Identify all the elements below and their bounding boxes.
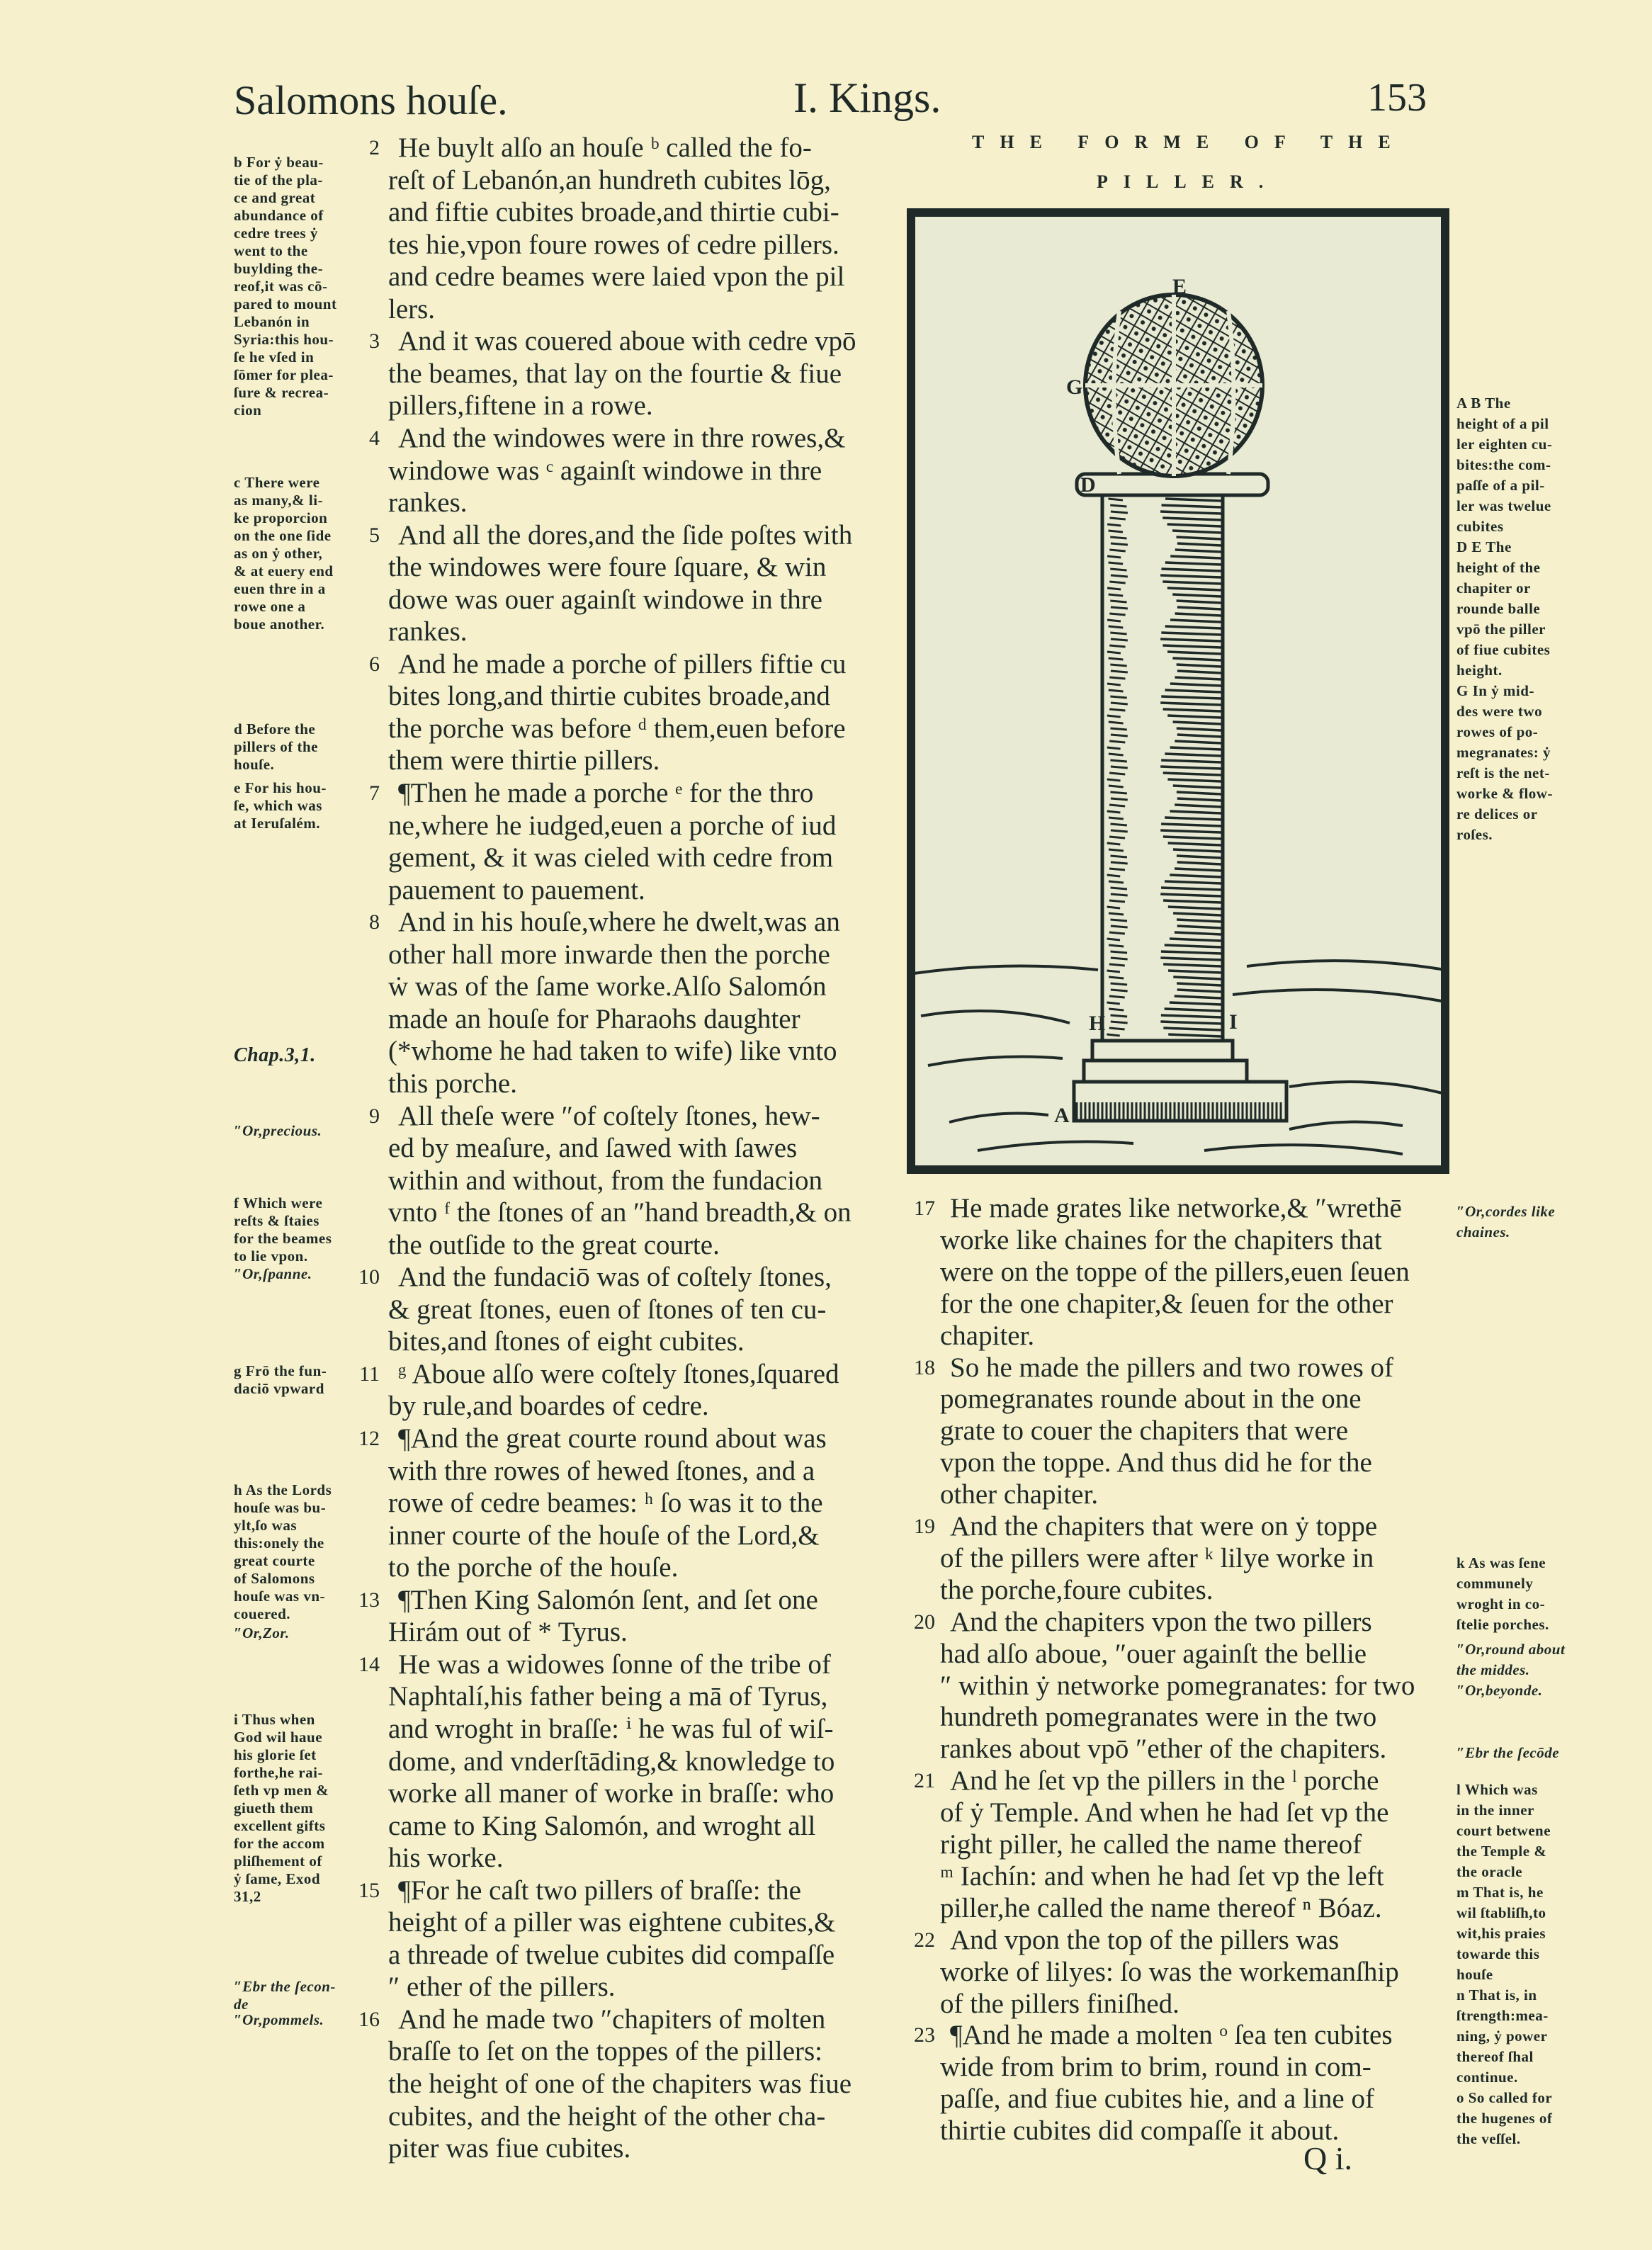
- text-line: dowe was ouer againſt windowe in thre: [388, 584, 822, 615]
- margin-note-line: paſſe of a pil-: [1456, 477, 1545, 494]
- margin-note-line: k As was ſene: [1456, 1554, 1546, 1571]
- text-line: ẇ was of the ſame worke.Alſo Salomón: [388, 971, 827, 1002]
- text-line: by rule,and boardes of cedre.: [388, 1391, 709, 1422]
- margin-note-line: houſe was bu-: [234, 1499, 327, 1516]
- text-line: ¶Then King Salomón ſent, and ſet one: [398, 1584, 818, 1615]
- margin-note-line: de: [234, 1996, 249, 2013]
- margin-note-line: ″Or,precious.: [234, 1122, 322, 1139]
- text-line: of ẏ Temple. And when he had ſet vp the: [940, 1797, 1389, 1828]
- text-line: of the pillers finiſhed.: [940, 1988, 1179, 2019]
- verse-number: 10: [358, 1265, 380, 1289]
- text-line: chapiter.: [940, 1320, 1035, 1351]
- verse-number: 21: [914, 1769, 935, 1793]
- margin-note-line: ning, ẏ power: [1456, 2028, 1548, 2045]
- margin-note-line: megranates: ẏ: [1456, 744, 1551, 761]
- text-line: made an houſe for Pharaohs daughter: [388, 1003, 800, 1034]
- margin-note-line: g Frō the fun-: [234, 1362, 327, 1379]
- margin-note-line: reof,it was cō-: [234, 278, 328, 295]
- text-line: ¶And the great courte round about was: [398, 1423, 827, 1454]
- margin-note-line: e For his hou-: [234, 779, 327, 796]
- text-line: the height of one of the chapiters was fiue: [388, 2069, 852, 2099]
- margin-note-line: Chap.3,1.: [234, 1044, 316, 1066]
- margin-note-line: the middes.: [1456, 1661, 1530, 1678]
- margin-note-line: buylding the-: [234, 260, 324, 277]
- margin-note-line: c There were: [234, 474, 320, 491]
- figure-label-h: H: [1089, 1012, 1106, 1035]
- text-line: He buylt alſo an houſe ᵇ called the fo-: [398, 132, 812, 163]
- text-line: other hall more inwarde then the porche: [388, 939, 830, 970]
- verse-number: 12: [358, 1427, 380, 1450]
- text-line: ¶For he caſt two pillers of braſſe: the: [398, 1875, 801, 1906]
- margin-note-line: pliſhement of: [234, 1853, 322, 1870]
- margin-note-line: height of the: [1456, 559, 1541, 576]
- margin-note-line: towarde this: [1456, 1945, 1540, 1962]
- text-line: had alſo aboue, ″ouer againſt the bellie: [940, 1638, 1367, 1669]
- margin-note-line: ler was twelue: [1456, 497, 1551, 514]
- margin-note-line: i Thus when: [234, 1711, 315, 1728]
- margin-note-line: d Before the: [234, 720, 316, 737]
- margin-note-line: at Ieruſalém.: [234, 815, 320, 832]
- margin-note-line: ler eighten cu-: [1456, 436, 1553, 453]
- text-line: for the one chapiter,& ſeuen for the other: [940, 1288, 1393, 1319]
- margin-note-line: euen thre in a: [234, 580, 326, 597]
- margin-note-line: of fiue cubites: [1456, 641, 1551, 658]
- margin-note-line: court betwene: [1456, 1822, 1551, 1839]
- text-line: ″ ether of the pillers.: [388, 1972, 616, 2003]
- margin-note-line: worke & flow-: [1456, 785, 1553, 802]
- figure-label-g: G: [1066, 375, 1083, 399]
- verse-number: 18: [914, 1355, 935, 1379]
- margin-note-line: ″Or,Zor.: [234, 1624, 290, 1641]
- text-line: the windowes were foure ſquare, & win: [388, 552, 827, 583]
- text-line: wide from brim to brim, round in com-: [940, 2052, 1371, 2083]
- verse-number: 9: [369, 1104, 380, 1128]
- margin-note-line: the Temple &: [1456, 1843, 1547, 1860]
- margin-note-line: went to the: [234, 242, 308, 259]
- text-line: ¶And he made a molten ᵒ ſea ten cubites: [950, 2020, 1393, 2051]
- margin-note-line: G In ẏ mid-: [1456, 682, 1534, 699]
- text-line: dome, and vnderſtāding,& knowledge to: [388, 1746, 835, 1777]
- text-line: and fiftie cubites broade,and thirtie cubi-: [388, 197, 839, 228]
- text-line: other chapiter.: [940, 1479, 1099, 1510]
- margin-note-line: his glorie ſet: [234, 1746, 317, 1763]
- margin-note-line: to lie vpon.: [234, 1248, 308, 1265]
- margin-note-line: reſt is the net-: [1456, 764, 1550, 781]
- margin-note-line: abundance of: [234, 207, 324, 224]
- text-line: thirtie cubites did compaſſe it about.: [940, 2115, 1340, 2147]
- text-line: of the pillers were after ᵏ lilye worke in: [940, 1542, 1374, 1573]
- text-line: ¶Then he made a porche ᵉ for the thro: [398, 778, 814, 808]
- figure-caption-line-2: PILLER.: [1097, 171, 1279, 192]
- margin-note-line: l Which was: [1456, 1781, 1538, 1798]
- text-line: paſſe, and fiue cubites hie, and a line of: [940, 2084, 1374, 2115]
- text-line: piller,he called the name thereof ⁿ Bóaz.: [940, 1892, 1382, 1923]
- verse-number: 3: [369, 329, 380, 354]
- verse-number: 2: [369, 136, 380, 159]
- margin-note-line: cion: [234, 402, 262, 419]
- text-line: And he made a porche of pillers fiftie cu: [398, 648, 847, 679]
- text-line: And the chapiters that were on ẏ toppe: [950, 1511, 1378, 1542]
- page-number: 153: [1367, 76, 1427, 120]
- margin-note-line: houſe was vn-: [234, 1588, 326, 1605]
- margin-note-line: giueth them: [234, 1799, 314, 1816]
- margin-note-line: rowes of po-: [1456, 723, 1539, 740]
- text-line: And it was couered aboue with cedre vpō: [398, 326, 856, 357]
- margin-note-line: pillers of the: [234, 738, 318, 755]
- margin-note-line: excellent gifts: [234, 1817, 326, 1834]
- pillar-base-upper: [1092, 1041, 1233, 1061]
- text-line: the beames, that lay on the fourtie & fiue: [388, 358, 842, 389]
- text-line: & great ſtones, euen of ſtones of ten cu-: [388, 1294, 827, 1325]
- text-line: And the windowes were in thre rowes,&: [398, 422, 846, 453]
- margin-note-line: houſe.: [234, 756, 275, 773]
- verse-number: 5: [369, 523, 380, 547]
- margin-note-line: cedre trees ẏ: [234, 225, 318, 242]
- verse-number: 15: [358, 1878, 380, 1902]
- text-line: ″ within ẏ networke pomegranates: for two: [940, 1670, 1415, 1701]
- figure-label-d: D: [1080, 473, 1096, 497]
- verse-number: 13: [358, 1588, 380, 1612]
- text-line: worke like chaines for the chapiters that: [940, 1224, 1382, 1255]
- margin-note-line: height.: [1456, 662, 1503, 679]
- text-line: hundreth pomegranates were in the two: [940, 1702, 1377, 1733]
- margin-note-line: as on ẏ other,: [234, 545, 323, 562]
- margin-note-line: wit,his praies: [1456, 1925, 1546, 1942]
- margin-note-line: Lebanón in: [234, 313, 310, 330]
- text-line: the porche,foure cubites.: [940, 1574, 1213, 1605]
- margin-note-line: for the beames: [234, 1230, 332, 1247]
- text-line: Naphtalí,his father being a mā of Tyrus,: [388, 1681, 828, 1712]
- text-line: ᵍ Aboue alſo were coſtely ſtones,ſquared: [398, 1358, 839, 1389]
- text-line: vpon the toppe. And thus did he for the: [940, 1447, 1372, 1479]
- text-line: windowe was ᶜ againſt windowe in thre: [388, 455, 822, 486]
- text-line: And the fundaciō was of coſtely ſtones,: [398, 1262, 832, 1293]
- text-line: came to King Salomón, and wroght all: [388, 1810, 816, 1841]
- text-line: rankes about vpō ″ether of the chapiters.: [940, 1734, 1387, 1765]
- margin-note-line: pared to mount: [234, 295, 337, 312]
- margin-note-line: rowe one a: [234, 598, 306, 615]
- signature-mark: Q i.: [1303, 2140, 1352, 2176]
- margin-note-line: the veſſel.: [1456, 2130, 1521, 2147]
- verse-number: 11: [359, 1362, 380, 1386]
- margin-note-line: h As the Lords: [234, 1481, 332, 1498]
- text-line: height of a piller was eightene cubites,&: [388, 1907, 836, 1938]
- text-line: and wroght in braſſe: ⁱ he was ful of wiſ-: [388, 1713, 834, 1744]
- text-line: Hirám out of * Tyrus.: [388, 1617, 628, 1648]
- text-line: reſt of Lebanón,an hundreth cubites lōg,: [388, 164, 831, 196]
- margin-note-line: roſes.: [1456, 826, 1493, 843]
- text-line: the porche was before ᵈ them,euen before: [388, 713, 846, 744]
- margin-note-line: tie of the pla-: [234, 171, 323, 188]
- figure-caption-line-1: THE FORME OF THE: [972, 132, 1406, 152]
- text-line: rankes.: [388, 616, 468, 648]
- pillar-base-middle: [1084, 1061, 1247, 1082]
- margin-note-line: this:onely the: [234, 1534, 324, 1551]
- text-line: bites,and ſtones of eight cubites.: [388, 1326, 745, 1357]
- text-line: And all the dores,and the ſide poſtes with: [398, 519, 853, 550]
- margin-note-line: continue.: [1456, 2069, 1518, 2086]
- verse-number: 20: [914, 1610, 935, 1634]
- verse-number: 6: [369, 652, 380, 676]
- text-line: inner courte of the houſe of the Lord,&: [388, 1520, 820, 1551]
- verse-number: 7: [369, 781, 380, 805]
- margin-note-line: the hugenes of: [1456, 2110, 1553, 2127]
- margin-note-line: ″Ebr the ſecon-: [234, 1978, 336, 1995]
- text-line: cubites, and the height of the other cha-: [388, 2101, 826, 2132]
- running-title: Salomons houſe.: [234, 77, 508, 123]
- margin-note-line: ″Or,ſpanne.: [234, 1265, 312, 1282]
- margin-note-line: on the one ſide: [234, 527, 332, 544]
- margin-note-line: daciō vpward: [234, 1380, 324, 1397]
- text-line: pomegranates rounde about in the one: [940, 1384, 1362, 1415]
- verse-number: 8: [369, 910, 380, 934]
- margin-note-line: cubites: [1456, 518, 1504, 535]
- margin-note-line: ſe, which was: [234, 797, 322, 814]
- text-line: vnto ᶠ the ſtones of an ″hand breadth,& on: [388, 1197, 852, 1228]
- margin-note-line: the oracle: [1456, 1863, 1523, 1880]
- margin-note-line: rounde balle: [1456, 600, 1541, 617]
- margin-note-line: A B The: [1456, 395, 1511, 412]
- text-line: He was a widowes ſonne of the tribe of: [398, 1649, 831, 1680]
- figure-label-a: A: [1054, 1104, 1070, 1127]
- verse-number: 22: [914, 1928, 935, 1952]
- text-line: tes hie,vpon foure rowes of cedre pillers.: [388, 229, 839, 260]
- margin-note-line: & at euery end: [234, 562, 334, 580]
- margin-note-line: ſe he vſed in: [234, 349, 315, 366]
- margin-note-line: of Salomons: [234, 1570, 315, 1587]
- text-line: right piller, he called the name thereof: [940, 1829, 1362, 1860]
- text-line: them were thirtie pillers.: [388, 745, 660, 776]
- text-line: gement, & it was cieled with cedre from: [388, 842, 834, 874]
- text-line: So he made the pillers and two rowes of: [950, 1352, 1394, 1383]
- text-line: rowe of cedre beames: ʰ ſo was it to the: [388, 1488, 823, 1519]
- margin-note-line: m That is, he: [1456, 1884, 1544, 1901]
- verse-number: 14: [358, 1652, 380, 1676]
- text-line: braſſe to ſet on the toppes of the pillers:: [388, 2036, 823, 2067]
- margin-note-line: chapiter or: [1456, 580, 1531, 597]
- margin-note-line: wil ſtabliſh,to: [1456, 1904, 1546, 1921]
- text-line: grate to couer the chapiters that were: [940, 1415, 1349, 1447]
- text-line: He made grates like networke,& ″wrethē: [950, 1193, 1402, 1223]
- margin-note-line: ſeth vp men &: [234, 1782, 329, 1799]
- text-line: ed by meaſure, and ſawed with ſawes: [388, 1133, 798, 1164]
- verse-number: 19: [914, 1515, 935, 1538]
- margin-note-line: ẏ ſame, Exod: [234, 1870, 321, 1887]
- text-line: (*whome he had taken to wife) like vnto: [388, 1036, 837, 1067]
- margin-note-line: height of a pil: [1456, 415, 1549, 432]
- text-line: ᵐ Iachín: and when he had ſet vp the left: [940, 1860, 1384, 1892]
- text-line: pauement to pauement.: [388, 874, 645, 905]
- margin-note-line: vpō the piller: [1456, 621, 1546, 638]
- margin-note-line: wroght in co-: [1456, 1595, 1546, 1612]
- text-line: worke of lilyes: ſo was the workemanſhip: [940, 1956, 1399, 1987]
- text-line: And he made two ″chapiters of molten: [398, 2003, 826, 2035]
- margin-note-line: ″Or,round about: [1456, 1641, 1566, 1658]
- margin-note-line: f Which were: [234, 1194, 323, 1211]
- margin-note-line: n That is, in: [1456, 1986, 1537, 2003]
- text-line: this porche.: [388, 1068, 517, 1099]
- text-line: ne,where he iudged,euen a porche of iud: [388, 810, 837, 841]
- margin-note-line: thereof ſhal: [1456, 2048, 1534, 2065]
- text-line: were on the toppe of the pillers,euen ſeuen: [940, 1256, 1410, 1287]
- text-line: And vpon the top of the pillers was: [950, 1924, 1340, 1955]
- margin-note-line: communely: [1456, 1575, 1534, 1592]
- margin-note-line: ſōmer for plea-: [234, 366, 334, 383]
- figure-label-i: I: [1229, 1010, 1238, 1034]
- text-line: And the chapiters vpon the two pillers: [950, 1606, 1372, 1637]
- text-line: lers.: [388, 293, 436, 324]
- margin-note-line: b For ẏ beau-: [234, 154, 324, 171]
- text-line: pillers,fiftene in a rowe.: [388, 390, 653, 422]
- margin-note-line: God wil haue: [234, 1729, 323, 1746]
- margin-note-line: great courte: [234, 1552, 315, 1569]
- margin-note-line: ſtelie porches.: [1456, 1616, 1549, 1633]
- margin-note-line: ſure & recrea-: [234, 384, 329, 401]
- margin-note-line: as many,& li-: [234, 492, 324, 509]
- margin-note-line: re delices or: [1456, 805, 1538, 822]
- margin-note-line: ke proporcion: [234, 509, 328, 526]
- figure-label-e: E: [1172, 275, 1187, 298]
- text-line: rankes.: [388, 487, 468, 519]
- margin-note-line: ce and great: [234, 189, 316, 206]
- text-line: to the porche of the houſe.: [388, 1552, 679, 1583]
- margin-note-line: chaines.: [1456, 1223, 1510, 1240]
- text-line: within and without, from the fundacion: [388, 1165, 823, 1196]
- margin-note-line: des were two: [1456, 703, 1543, 720]
- text-line: with thre rowes of hewed ſtones, and a: [388, 1455, 815, 1486]
- margin-note-line: D E The: [1456, 538, 1512, 555]
- margin-note-line: houſe: [1456, 1966, 1493, 1983]
- text-line: bites long,and thirtie cubites broade,and: [388, 681, 830, 712]
- verse-number: 23: [914, 2023, 935, 2047]
- margin-note-line: forthe,he rai-: [234, 1764, 323, 1781]
- text-line: and cedre beames were laied vpon the pil: [388, 261, 845, 293]
- margin-note-line: ″Ebr the ſecōde: [1456, 1744, 1560, 1761]
- margin-note-line: ″Or,beyonde.: [1456, 1682, 1543, 1699]
- margin-note-line: reſts & ſtaies: [234, 1212, 319, 1229]
- margin-note-line: ″Or,pommels.: [234, 2011, 324, 2028]
- margin-note-line: couered.: [234, 1605, 291, 1622]
- text-line: the outſide to the great courte.: [388, 1229, 720, 1260]
- margin-note-line: in the inner: [1456, 1802, 1534, 1819]
- text-line: And he ſet vp the pillers in the ˡ porche: [950, 1765, 1379, 1797]
- text-line: his worke.: [388, 1843, 504, 1874]
- text-line: All theſe were ″of coſtely ſtones, hew-: [398, 1100, 820, 1131]
- margin-note-line: bites:the com-: [1456, 456, 1551, 473]
- margin-note-line: o So called for: [1456, 2089, 1553, 2106]
- margin-note-line: Syria:this hou-: [234, 331, 334, 348]
- text-line: worke all maner of worke in braſſe: who: [388, 1778, 835, 1809]
- margin-note-line: for the accom: [234, 1835, 325, 1852]
- margin-note-line: ylt,ſo was: [234, 1517, 297, 1534]
- book-title: I. Kings.: [793, 74, 941, 121]
- margin-note-line: ″Or,cordes like: [1456, 1203, 1556, 1220]
- verse-number: 16: [358, 2007, 380, 2031]
- margin-note-line: ſtrength:mea-: [1456, 2007, 1549, 2024]
- verse-number: 4: [369, 426, 380, 450]
- text-line: And in his houſe,where he dwelt,was an: [398, 907, 840, 938]
- text-line: a threade of twelue cubites did compaſſe: [388, 1939, 835, 1970]
- pillar-woodcut-figure: [907, 208, 1449, 1174]
- margin-note-line: boue another.: [234, 616, 325, 633]
- verse-number: 17: [914, 1197, 935, 1220]
- text-line: piter was fiue cubites.: [388, 2133, 631, 2164]
- margin-note-line: 31,2: [234, 1888, 261, 1905]
